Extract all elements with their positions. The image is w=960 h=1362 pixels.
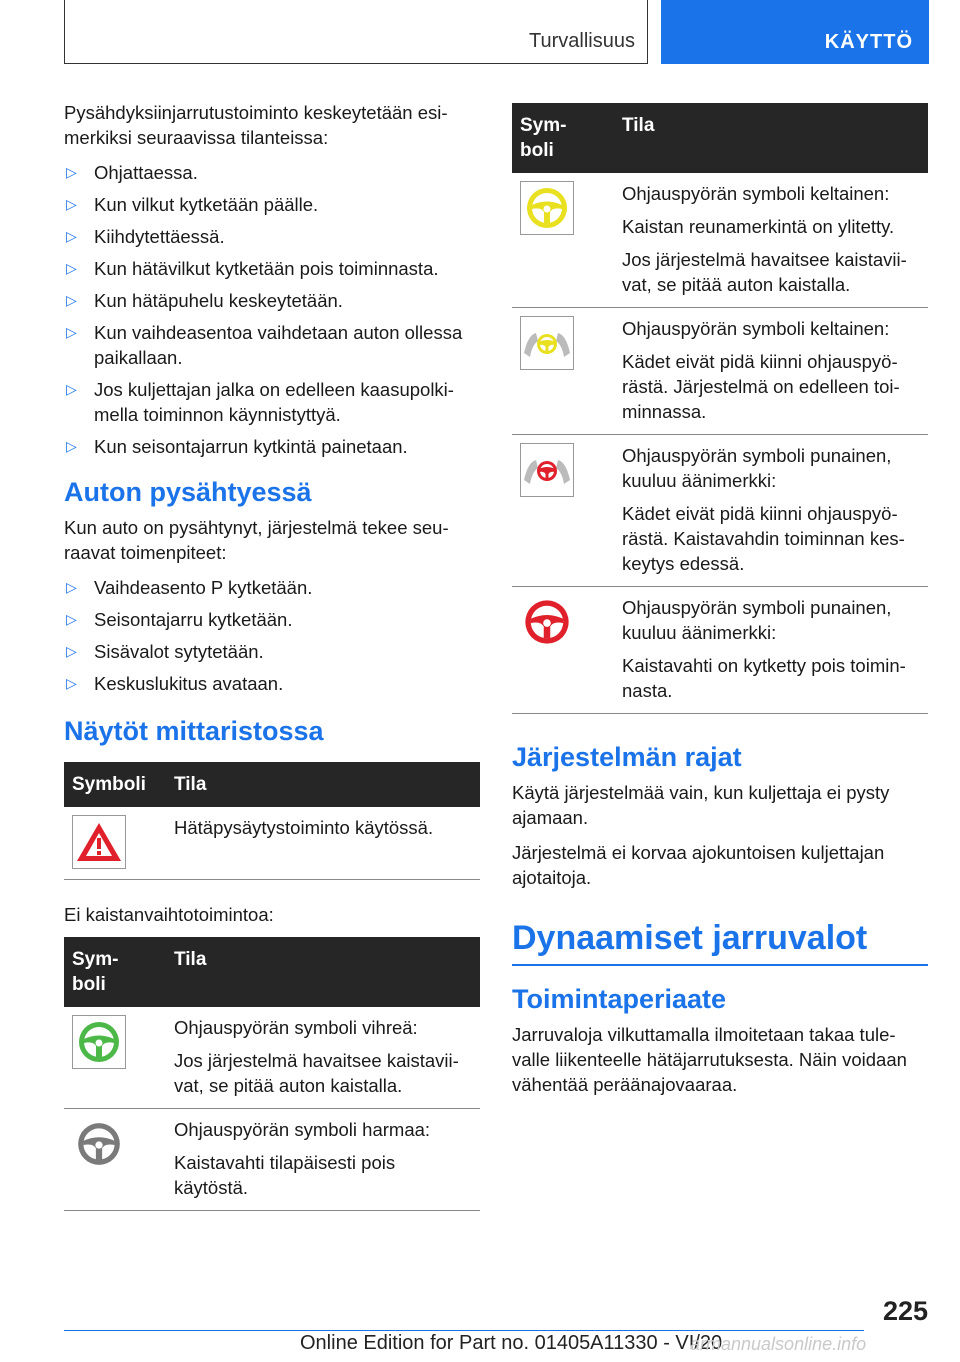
steering-wheel-red-icon: [520, 595, 574, 649]
triangle-bullet-icon: ▷: [66, 260, 77, 276]
state-line: Kaistavahti on kytketty pois toimin-nasta.: [622, 655, 906, 701]
chapter-title: KÄYTTÖ: [824, 31, 913, 53]
header-section-box: [64, 0, 648, 64]
right-column: [512, 103, 928, 1107]
header-chapter-box: [661, 0, 929, 64]
triangle-bullet-icon: ▷: [66, 381, 77, 397]
triangle-bullet-icon: ▷: [66, 675, 77, 691]
list-item: ▷ Kun hätäpuhelu keskeytetään.: [66, 290, 343, 311]
interrupt-intro: Pysähdyksiinjarrutustoiminto keskeytetään esi- merkiksi seuraavissa tilanteissa:: [64, 102, 448, 148]
triangle-bullet-icon: ▷: [66, 228, 77, 244]
hands-on-wheel-red-icon: [520, 443, 574, 497]
triangle-bullet-icon: ▷: [66, 438, 77, 454]
list-item: ▷ Ohjattaessa.: [66, 162, 198, 183]
steering-wheel-gray-icon: [72, 1117, 126, 1171]
watermark: armannualsonline.info: [690, 1334, 867, 1354]
triangle-bullet-icon: ▷: [66, 324, 77, 340]
no-lane-change-text: Ei kaistanvaihtotoimintoa:: [64, 904, 274, 925]
state-line: Kädet eivät pidä kiinni ohjauspyö-rästä. Kaistavahdin toiminnan kes-keytys edessä.: [622, 503, 905, 574]
table-row: [512, 173, 928, 308]
state-line: Ohjauspyörän symboli keltainen:: [622, 318, 890, 339]
table-row: [512, 435, 928, 587]
list-item: ▷ Kun vaihdeasentoa vaihdetaan auton ollessa paikallaan.: [66, 322, 463, 368]
state-line: Kaistan reunamerkintä on ylitetty.: [622, 216, 895, 237]
limits-text-1: Käytä järjestelmää vain, kun kuljettaja ei pysty ajamaan.: [512, 782, 890, 828]
standstill-text: Kun auto on pysähtynyt, järjestelmä tekee seu-raavat toimenpiteet:: [64, 517, 449, 563]
table-row: [512, 308, 928, 435]
triangle-bullet-icon: ▷: [66, 196, 77, 212]
list-item: ▷ Jos kuljettajan jalka on edelleen kaasupolki-mella toiminnon käynnistyttyä.: [66, 379, 454, 425]
list-item: ▷ Keskuslukitus avataan.: [66, 673, 284, 694]
section-title: Turvallisuus: [529, 30, 635, 52]
list-item: ▷ Kun seisontajarrun kytkintä painetaan.: [66, 436, 408, 457]
state-text: Hätäpysäytystoiminto käytössä.: [174, 817, 434, 838]
table-header-symbol: Sym- boli: [64, 937, 166, 1007]
edition-text: Online Edition for Part no. 01405A11330 - VI/20: [300, 1332, 723, 1354]
lane-keeping-table-2: [512, 103, 928, 714]
state-line: Jos järjestelmä havaitsee kaistavii-vat, se pitää auton kaistalla.: [622, 249, 907, 295]
principle-text: Jarruvaloja vilkuttamalla ilmoitetaan takaa tule-valle liikenteelle hätäjarrutuksesta. Näin voidaan vähentää peräänajovaaraa.: [512, 1024, 907, 1095]
table-header-state: Tila: [166, 937, 480, 1007]
list-item: ▷ Seisontajarru kytketään.: [66, 609, 293, 630]
state-line: Ohjauspyörän symboli punainen, kuuluu äänimerkki:: [622, 445, 892, 491]
brake-lights-heading: Dynaamiset jarruvalot: [512, 916, 928, 966]
table-header-symbol: Symboli: [64, 762, 166, 807]
state-line: Ohjauspyörän symboli harmaa:: [174, 1119, 431, 1140]
interrupt-list: [64, 160, 480, 459]
table-header-state: Tila: [614, 103, 928, 173]
table-row: [64, 1109, 480, 1211]
left-column: [64, 100, 480, 1233]
standstill-heading: Auton pysähtyessä: [64, 477, 312, 507]
displays-heading: Näytöt mittaristossa: [64, 716, 324, 746]
warning-triangle-icon: [72, 815, 126, 869]
hands-on-wheel-yellow-icon: [520, 316, 574, 370]
triangle-bullet-icon: ▷: [66, 611, 77, 627]
state-line: Ohjauspyörän symboli vihreä:: [174, 1017, 418, 1038]
triangle-bullet-icon: ▷: [66, 643, 77, 659]
state-line: Ohjauspyörän symboli punainen, kuuluu äänimerkki:: [622, 597, 892, 643]
list-item: ▷ Kun hätävilkut kytketään pois toiminnasta.: [66, 258, 439, 279]
triangle-bullet-icon: ▷: [66, 164, 77, 180]
footer-divider: [64, 1330, 864, 1331]
state-line: Kädet eivät pidä kiinni ohjauspyö-rästä. Järjestelmä on edelleen toi-minnassa.: [622, 351, 900, 422]
list-item: ▷ Kun vilkut kytketään päälle.: [66, 194, 319, 215]
table-header-symbol: Sym- boli: [512, 103, 614, 173]
state-line: Jos järjestelmä havaitsee kaistavii-vat, se pitää auton kaistalla.: [174, 1050, 459, 1096]
standstill-list: [64, 575, 480, 696]
limits-text-2: Järjestelmä ei korvaa ajokuntoisen kuljettajan ajotaitoja.: [512, 842, 885, 888]
table-row: [512, 587, 928, 714]
page-number: 225: [882, 1296, 928, 1326]
list-item: ▷ Sisävalot sytytetään.: [66, 641, 264, 662]
lane-keeping-table-1: [64, 937, 480, 1211]
emergency-symbol-table: [64, 762, 480, 880]
state-line: Kaistavahti tilapäisesti pois käytöstä.: [174, 1152, 396, 1198]
principle-heading: Toimintaperiaate: [512, 984, 727, 1014]
table-header-state: Tila: [166, 762, 480, 807]
table-row: [64, 1007, 480, 1109]
steering-wheel-yellow-icon: [520, 181, 574, 235]
list-item: ▷ Vaihdeasento P kytketään.: [66, 577, 313, 598]
table-row: [64, 807, 480, 880]
triangle-bullet-icon: ▷: [66, 292, 77, 308]
steering-wheel-green-icon: [72, 1015, 126, 1069]
state-line: Ohjauspyörän symboli keltainen:: [622, 183, 890, 204]
list-item: ▷ Kiihdytettäessä.: [66, 226, 225, 247]
triangle-bullet-icon: ▷: [66, 579, 77, 595]
limits-heading: Järjestelmän rajat: [512, 742, 742, 772]
